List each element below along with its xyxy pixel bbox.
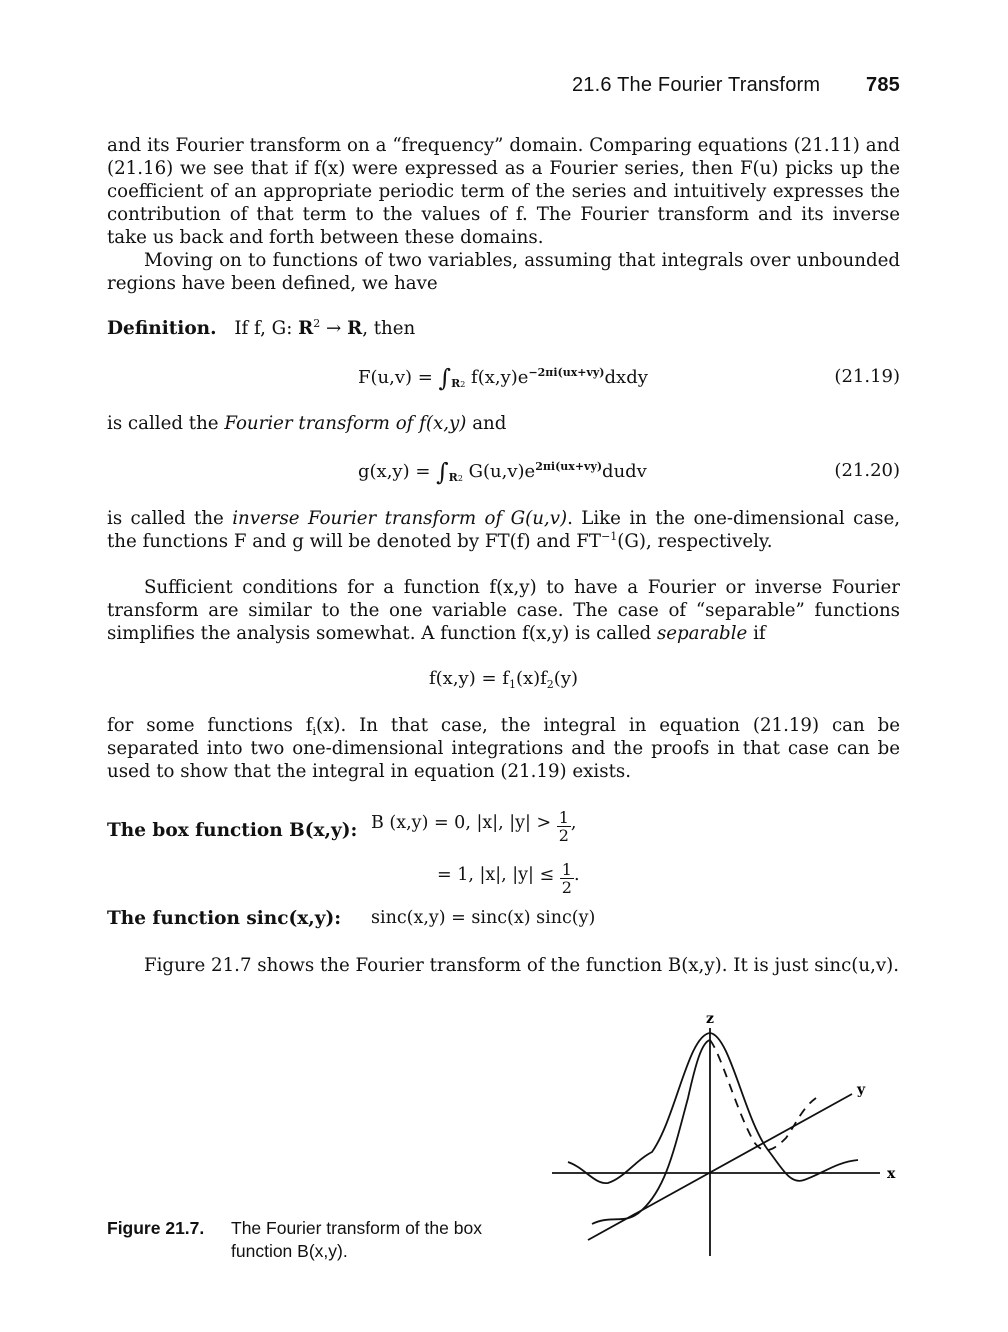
page-number: 785	[866, 74, 900, 96]
integral-sign: ∫	[436, 458, 449, 486]
eq3-c: (y)	[553, 668, 579, 689]
paragraph-5	[107, 576, 900, 645]
fraction-denominator: 2	[561, 878, 572, 897]
definition-text-1: If f, G:	[234, 318, 299, 339]
eq2-domain: R	[448, 471, 458, 484]
eq2-body: G(u,v)e	[462, 461, 536, 482]
sinc-curve-y-hidden	[710, 1040, 816, 1150]
box-function-label: The box function B(x,y):	[107, 820, 358, 841]
box-function-line-1	[371, 809, 576, 844]
box-function-line-2	[437, 861, 580, 896]
p5-emphasis: separable	[656, 623, 748, 644]
p6-text-b: (x). In that case, the integral in equation (21.19) can be separated into two one-dimensional integrations and the proofs in that case can be used to show that the integral in equation (21.19) exists.	[107, 715, 900, 782]
box-line-2-end: .	[573, 865, 580, 885]
eq2-tail: dudv	[602, 461, 647, 482]
fraction-one-half	[557, 809, 571, 844]
p6-text-a: for some functions f	[107, 715, 313, 736]
p4-emphasis: inverse Fourier transform of G(u,v)	[232, 508, 568, 529]
fraction-denominator: 2	[558, 826, 569, 845]
paragraph-6	[107, 714, 900, 783]
equation-21-19	[358, 364, 648, 392]
eq3-sub-1: 1	[508, 678, 516, 691]
paragraph-2: Moving on to functions of two variables, assuming that integrals over unbounded regions have been defined, we have	[107, 250, 900, 294]
sinc-curve-y	[592, 1040, 710, 1224]
running-header	[572, 74, 900, 97]
axis-z-label: z	[706, 1011, 714, 1027]
figure-caption-text: The Fourier transform of the box function B(x,y).	[231, 1218, 482, 1261]
axis-y-label: y	[857, 1082, 866, 1098]
eq2-exponent: 2πi(ux+vy)	[535, 460, 603, 473]
definition-text-2: , then	[362, 318, 416, 339]
sinc-function-definition: sinc(x,y) = sinc(x) sinc(y)	[371, 908, 596, 928]
p4-exponent: −1	[601, 530, 618, 543]
eq1-lhs: F(u,v) =	[358, 367, 439, 388]
eq2-domain-exp: 2	[457, 474, 463, 483]
p5-text-b: if	[747, 623, 766, 644]
eq1-domain-exp: 2	[460, 380, 466, 389]
p3-emphasis: Fourier transform of f(x,y)	[224, 413, 467, 434]
eq1-tail: dxdy	[604, 367, 648, 388]
definition-R-target: R	[347, 318, 363, 339]
eq3-b: (x)f	[515, 668, 547, 689]
separable-equation	[429, 668, 578, 689]
box-line-2-text: = 1, |x|, |y| ≤	[437, 865, 560, 885]
definition-arrow: →	[320, 318, 348, 339]
eq3-sub-2: 2	[546, 678, 554, 691]
box-line-1-end: ,	[570, 813, 577, 833]
sinc-function-label: The function sinc(x,y):	[107, 908, 342, 929]
box-line-1-text: B (x,y) = 0, |x|, |y| >	[371, 813, 557, 833]
figure-caption	[107, 1217, 531, 1263]
paragraph-3	[107, 412, 900, 435]
axis-x-label: x	[887, 1166, 896, 1182]
equation-21-20	[358, 458, 647, 486]
p6-subscript: i	[312, 725, 317, 738]
equation-number-21-19: (21.19)	[834, 366, 900, 387]
figure-21-7	[540, 1000, 910, 1262]
eq1-domain: R	[451, 377, 461, 390]
definition-R: R	[298, 318, 314, 339]
integral-sign: ∫	[438, 364, 452, 392]
p4-text-a: is called the	[107, 508, 233, 529]
equation-number-21-20: (21.20)	[834, 460, 900, 481]
p3-text-a: is called the	[107, 413, 225, 434]
p4-text-b: . Like in the one-dimensional case, the functions F and g will be denoted by FT(f) and FT	[107, 508, 900, 552]
eq1-body: f(x,y)e	[465, 367, 529, 388]
fraction-one-half	[560, 861, 574, 896]
p3-text-b: and	[466, 413, 507, 434]
eq3-a: f(x,y) = f	[429, 668, 509, 689]
sinc-curve-x	[568, 1033, 858, 1183]
p5-text-a: Sufficient conditions for a function f(x,y) to have a Fourier or inverse Fourier transform are similar to the one variable case. The case of “separable” functions simplifies the analysis somewhat. A function f(x,y) is called	[107, 577, 900, 644]
paragraph-4	[107, 507, 900, 553]
paragraph-1: and its Fourier transform on a “frequency” domain. Comparing equations (21.11) and (21.16) we see that if f(x) were expressed as a Fourier series, then F(u) picks up the coefficient of an appropriate periodic term of the series and intuitively expresses the contribution of that term to the values of f. The Fourier transform and its inverse take us back and forth between these domains.	[107, 135, 900, 248]
definition-label: Definition.	[107, 318, 217, 339]
section-title: 21.6 The Fourier Transform	[571, 74, 821, 96]
definition-line	[107, 318, 415, 339]
fraction-numerator: 1	[558, 808, 569, 827]
p4-text-c: (G), respectively.	[617, 531, 773, 552]
paragraph-7: Figure 21.7 shows the Fourier transform of the function B(x,y). It is just sinc(u,v).	[144, 955, 900, 976]
figure-caption-label: Figure 21.7.	[107, 1218, 205, 1238]
definition-exp: 2	[313, 317, 321, 330]
fraction-numerator: 1	[561, 860, 572, 879]
eq2-lhs: g(x,y) =	[358, 461, 437, 482]
eq1-exponent: −2πi(ux+vy)	[528, 366, 605, 379]
